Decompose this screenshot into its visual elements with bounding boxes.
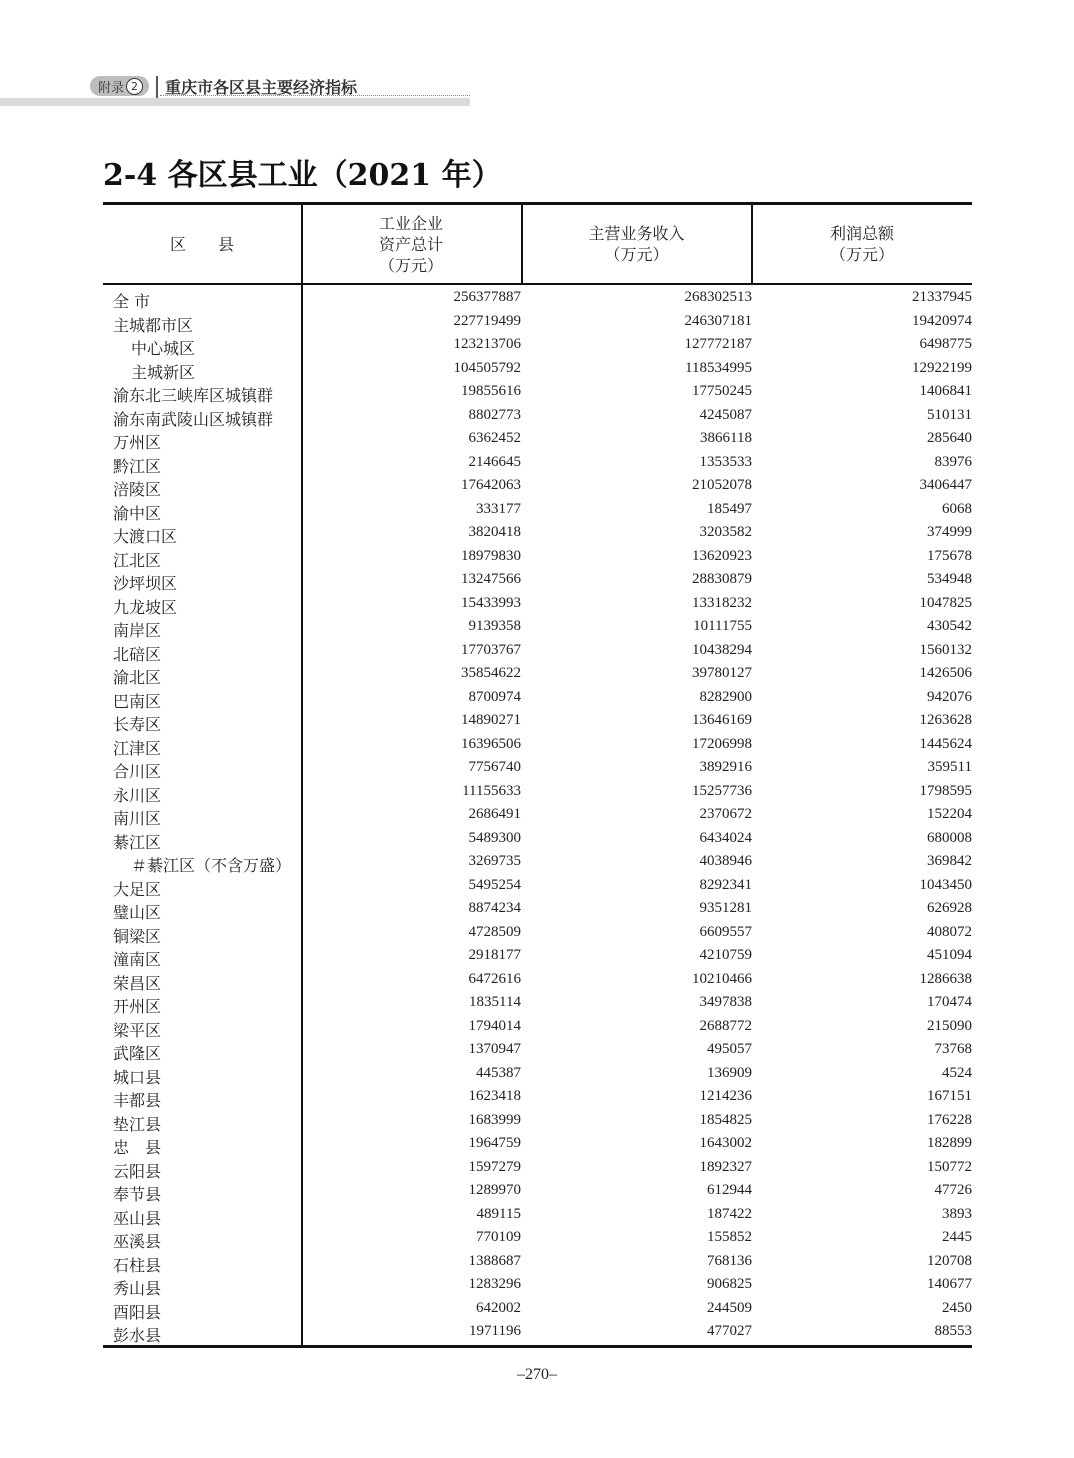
district-name: 城口县: [113, 1067, 162, 1087]
district-name: 梁平区: [113, 1020, 162, 1040]
assets-value: 1283296: [468, 1276, 521, 1292]
profit-value: 1286638: [919, 970, 972, 987]
district-name: 黔江区: [113, 456, 162, 476]
revenue-value: 13318232: [692, 594, 752, 611]
table-row: [103, 1227, 972, 1251]
table-row: [103, 1251, 972, 1275]
profit-value: 1263628: [919, 712, 972, 728]
revenue-value: 3497838: [699, 994, 752, 1010]
assets-value: 8874234: [468, 900, 521, 916]
header-dotted-rule: [160, 95, 470, 96]
assets-value: 642002: [476, 1299, 521, 1316]
profit-value: 176228: [927, 1111, 972, 1128]
district-name: 綦江区: [113, 832, 162, 852]
revenue-value: 244509: [707, 1299, 752, 1316]
assets-value: 6362452: [468, 430, 521, 446]
profit-value: 150772: [927, 1158, 972, 1175]
district-name: 北碚区: [113, 644, 162, 664]
district-name: 巫山县: [113, 1208, 162, 1228]
revenue-value: 13620923: [692, 547, 752, 564]
header-line: 资产总计: [378, 234, 443, 254]
assets-value: 123213706: [453, 336, 521, 352]
district-name: 中心城区: [131, 339, 196, 358]
header-profit: [752, 205, 972, 283]
revenue-value: 612944: [707, 1182, 752, 1198]
revenue-value: 8292341: [699, 876, 752, 893]
revenue-value: 495057: [707, 1041, 752, 1057]
assets-value: 2918177: [468, 947, 521, 963]
assets-value: 15433993: [461, 594, 521, 611]
district-name: 江津区: [113, 738, 162, 758]
profit-value: 6068: [942, 500, 972, 517]
assets-value: 1370947: [468, 1041, 521, 1057]
profit-value: 73768: [934, 1041, 972, 1057]
district-name: 合川区: [113, 762, 162, 781]
table-row: [103, 1133, 972, 1157]
district-name: 铜梁区: [113, 926, 162, 946]
profit-value: 215090: [927, 1017, 972, 1034]
profit-value: 175678: [927, 547, 972, 564]
profit-value: 285640: [927, 430, 972, 446]
district-name: 潼南区: [113, 950, 162, 969]
revenue-value: 1643002: [699, 1135, 752, 1151]
district-name: 长寿区: [113, 715, 162, 734]
profit-value: 1406841: [919, 383, 972, 399]
table-row: [103, 452, 972, 476]
district-name: 忠 县: [113, 1138, 162, 1157]
appendix-number: 2: [126, 78, 143, 95]
table-row: [103, 992, 972, 1016]
table-row: [103, 1180, 972, 1204]
assets-value: 5495254: [468, 876, 521, 893]
profit-value: 152204: [927, 806, 972, 822]
table-row: [103, 781, 972, 805]
assets-value: 16396506: [461, 735, 521, 752]
assets-value: 1289970: [468, 1182, 521, 1198]
district-name: 酉阳县: [113, 1302, 162, 1322]
profit-value: 451094: [927, 947, 972, 963]
revenue-value: 8282900: [699, 688, 752, 705]
table-bottom-rule: [103, 1345, 972, 1348]
revenue-value: 13646169: [692, 712, 752, 728]
appendix-label: 附录: [98, 80, 125, 96]
profit-value: 534948: [927, 571, 972, 587]
profit-value: 2445: [942, 1229, 972, 1245]
district-name: 巴南区: [113, 691, 162, 711]
profit-value: 680008: [927, 829, 972, 846]
assets-value: 5489300: [468, 829, 521, 846]
revenue-value: 127772187: [684, 336, 752, 352]
assets-value: 3269735: [468, 853, 521, 869]
table-row: [103, 851, 972, 875]
table-header-rule: [103, 283, 972, 285]
assets-value: 1971196: [469, 1323, 521, 1339]
revenue-value: 1214236: [699, 1088, 752, 1104]
header-line: 利润总额: [829, 224, 894, 243]
assets-value: 17642063: [461, 477, 521, 493]
revenue-value: 3203582: [699, 524, 752, 540]
revenue-value: 3892916: [699, 759, 752, 775]
profit-value: 182899: [927, 1135, 972, 1151]
table-row: [103, 593, 972, 617]
revenue-value: 39780127: [692, 665, 752, 681]
table-row: [103, 663, 972, 687]
assets-value: 1964759: [468, 1135, 521, 1151]
table-row: [103, 1063, 972, 1087]
district-name: 丰都县: [113, 1091, 162, 1110]
assets-value: 104505792: [453, 359, 521, 376]
assets-value: 1835114: [469, 994, 521, 1010]
assets-value: 1597279: [468, 1158, 521, 1175]
table-row: [103, 898, 972, 922]
district-name: 荣昌区: [113, 973, 162, 993]
revenue-value: 4210759: [699, 947, 752, 963]
table-row: [103, 687, 972, 711]
table-row: [103, 1274, 972, 1298]
table-row: [103, 734, 972, 758]
profit-value: 626928: [927, 900, 972, 916]
district-name: 渝北区: [113, 668, 162, 687]
assets-value: 17703767: [461, 641, 521, 658]
district-name: 大渡口区: [113, 527, 178, 546]
profit-value: 47726: [934, 1182, 972, 1198]
revenue-value: 28830879: [692, 571, 752, 587]
profit-value: 1560132: [919, 641, 972, 658]
table-row: [103, 381, 972, 405]
assets-value: 4728509: [468, 923, 521, 940]
assets-value: 11155633: [462, 782, 521, 799]
assets-value: 19855616: [461, 383, 521, 399]
profit-value: 1798595: [919, 782, 972, 799]
profit-value: 1426506: [919, 665, 972, 681]
table-row: [103, 569, 972, 593]
table-row: [103, 969, 972, 993]
table-row: [103, 875, 972, 899]
revenue-value: 2370672: [699, 806, 752, 822]
district-name: 秀山县: [113, 1279, 162, 1298]
table-row: [103, 405, 972, 429]
assets-value: 489115: [476, 1205, 521, 1222]
district-name: 南岸区: [113, 621, 162, 640]
header-line: 工业企业: [378, 213, 443, 233]
table-row: [103, 922, 972, 946]
table-body: [103, 287, 972, 1345]
table-row: [103, 804, 972, 828]
assets-value: 35854622: [461, 665, 521, 681]
revenue-value: 4245087: [699, 406, 752, 423]
header-band: [0, 98, 470, 106]
table-row: [103, 358, 972, 382]
header-assets: [301, 205, 521, 283]
district-name: 沙坪坝区: [113, 574, 178, 593]
revenue-value: 17206998: [692, 735, 752, 752]
assets-value: 1683999: [468, 1111, 521, 1128]
revenue-value: 268302513: [684, 289, 752, 305]
profit-value: 83976: [934, 453, 972, 470]
district-name: 江北区: [113, 550, 162, 570]
revenue-value: 2688772: [699, 1017, 752, 1034]
profit-value: 408072: [927, 923, 972, 940]
appendix-badge: [90, 76, 149, 96]
profit-value: 3406447: [919, 477, 972, 493]
table-row: [103, 1204, 972, 1228]
profit-value: 21337945: [912, 289, 972, 305]
revenue-value: 3866118: [700, 430, 752, 446]
district-name: 垫江县: [113, 1114, 162, 1134]
profit-value: 4524: [942, 1064, 972, 1081]
header-line: （万元）: [829, 245, 894, 264]
district-name: 巫溪县: [113, 1232, 162, 1251]
profit-value: 430542: [927, 618, 972, 634]
profit-value: 170474: [927, 994, 972, 1010]
district-name: 主城新区: [131, 362, 196, 382]
district-name: 万州区: [113, 433, 162, 452]
revenue-value: 15257736: [692, 782, 752, 799]
profit-value: 2450: [942, 1299, 972, 1316]
profit-value: 140677: [927, 1276, 972, 1292]
assets-value: 2686491: [468, 806, 521, 822]
table-row: [103, 1110, 972, 1134]
assets-value: 8700974: [468, 688, 521, 705]
assets-value: 1794014: [468, 1017, 521, 1034]
table-row: [103, 475, 972, 499]
revenue-value: 1854825: [699, 1111, 752, 1128]
table-row: [103, 1039, 972, 1063]
profit-value: 359511: [927, 759, 972, 775]
district-name: 彭水县: [113, 1326, 162, 1345]
table-row: [103, 546, 972, 570]
district-name: 武隆区: [113, 1044, 162, 1063]
header-line: 主营业务收入: [588, 224, 685, 243]
profit-value: 19420974: [912, 312, 972, 329]
assets-value: 1388687: [468, 1252, 521, 1269]
assets-value: 14890271: [461, 712, 521, 728]
header-line: 区 县: [169, 234, 234, 254]
district-name: 璧山区: [113, 903, 162, 922]
header-line: （万元）: [604, 245, 669, 264]
page-number: –270–: [517, 1366, 557, 1383]
revenue-value: 10438294: [692, 641, 752, 658]
table-row: [103, 1298, 972, 1322]
district-name: 云阳县: [113, 1161, 162, 1181]
revenue-value: 246307181: [684, 312, 752, 329]
district-name: 开州区: [113, 997, 162, 1016]
revenue-value: 1892327: [699, 1158, 752, 1175]
assets-value: 445387: [476, 1064, 521, 1081]
district-name: 南川区: [113, 809, 162, 828]
assets-value: 6472616: [468, 970, 521, 987]
revenue-value: 477027: [707, 1323, 752, 1339]
revenue-value: 10210466: [692, 970, 752, 987]
assets-value: 8802773: [468, 406, 521, 423]
header-revenue: [521, 205, 752, 283]
district-name: 全 市: [113, 292, 151, 311]
table-row: [103, 616, 972, 640]
table-row: [103, 311, 972, 335]
district-name: 渝东北三峡库区城镇群: [113, 386, 274, 405]
district-name: 石柱县: [113, 1255, 162, 1275]
district-name: 奉节县: [113, 1185, 162, 1204]
revenue-value: 10111755: [693, 618, 752, 634]
revenue-value: 1353533: [699, 453, 752, 470]
table-row: [103, 522, 972, 546]
district-name: ＃綦江区（不含万盛）: [131, 856, 292, 875]
assets-value: 13247566: [461, 571, 521, 587]
table-row: [103, 499, 972, 523]
profit-value: 1047825: [919, 594, 972, 611]
revenue-value: 17750245: [692, 383, 752, 399]
revenue-value: 21052078: [692, 477, 752, 493]
revenue-value: 118534995: [685, 359, 752, 376]
revenue-value: 6609557: [699, 923, 752, 940]
district-name: 大足区: [113, 879, 162, 899]
district-name: 涪陵区: [113, 480, 162, 499]
revenue-value: 768136: [707, 1252, 752, 1269]
profit-value: 120708: [927, 1252, 972, 1269]
table-row: [103, 757, 972, 781]
profit-value: 88553: [934, 1323, 972, 1339]
district-name: 渝中区: [113, 503, 162, 523]
assets-value: 9139358: [468, 618, 521, 634]
assets-value: 2146645: [468, 453, 521, 470]
table-row: [103, 1321, 972, 1345]
header-divider: [156, 76, 158, 98]
profit-value: 6498775: [919, 336, 972, 352]
revenue-value: 155852: [707, 1229, 752, 1245]
district-name: 永川区: [113, 785, 162, 805]
revenue-value: 136909: [707, 1064, 752, 1081]
table-row: [103, 945, 972, 969]
revenue-value: 185497: [707, 500, 752, 517]
profit-value: 942076: [927, 688, 972, 705]
profit-value: 1445624: [919, 735, 972, 752]
table-row: [103, 287, 972, 311]
table-row: [103, 710, 972, 734]
table-row: [103, 1086, 972, 1110]
assets-value: 333177: [476, 500, 521, 517]
assets-value: 1623418: [468, 1088, 521, 1104]
assets-value: 227719499: [453, 312, 521, 329]
profit-value: 3893: [942, 1205, 972, 1222]
profit-value: 167151: [927, 1088, 972, 1104]
revenue-value: 906825: [707, 1276, 752, 1292]
revenue-value: 9351281: [699, 900, 752, 916]
table-row: [103, 1016, 972, 1040]
revenue-value: 187422: [707, 1205, 752, 1222]
header-line: （万元）: [378, 255, 443, 275]
district-name: 九龙坡区: [113, 597, 178, 617]
profit-value: 374999: [927, 524, 972, 540]
profit-value: 12922199: [912, 359, 972, 376]
table-row: [103, 428, 972, 452]
revenue-value: 6434024: [699, 829, 752, 846]
page-title: 2-4 各区县工业（2021 年）: [103, 158, 502, 193]
revenue-value: 4038946: [699, 853, 752, 869]
header-district: [103, 205, 301, 283]
table-row: [103, 334, 972, 358]
table-row: [103, 828, 972, 852]
assets-value: 3820418: [468, 524, 521, 540]
district-name: 渝东南武陵山区城镇群: [113, 409, 274, 429]
profit-value: 369842: [927, 853, 972, 869]
profit-value: 510131: [927, 406, 972, 423]
table-row: [103, 640, 972, 664]
table-row: [103, 1157, 972, 1181]
section-title: 重庆市各区县主要经济指标: [165, 78, 358, 97]
assets-value: 18979830: [461, 547, 521, 564]
profit-value: 1043450: [919, 876, 972, 893]
assets-value: 256377887: [453, 289, 521, 305]
district-name: 主城都市区: [113, 315, 194, 335]
assets-value: 7756740: [468, 759, 521, 775]
assets-value: 770109: [476, 1229, 521, 1245]
